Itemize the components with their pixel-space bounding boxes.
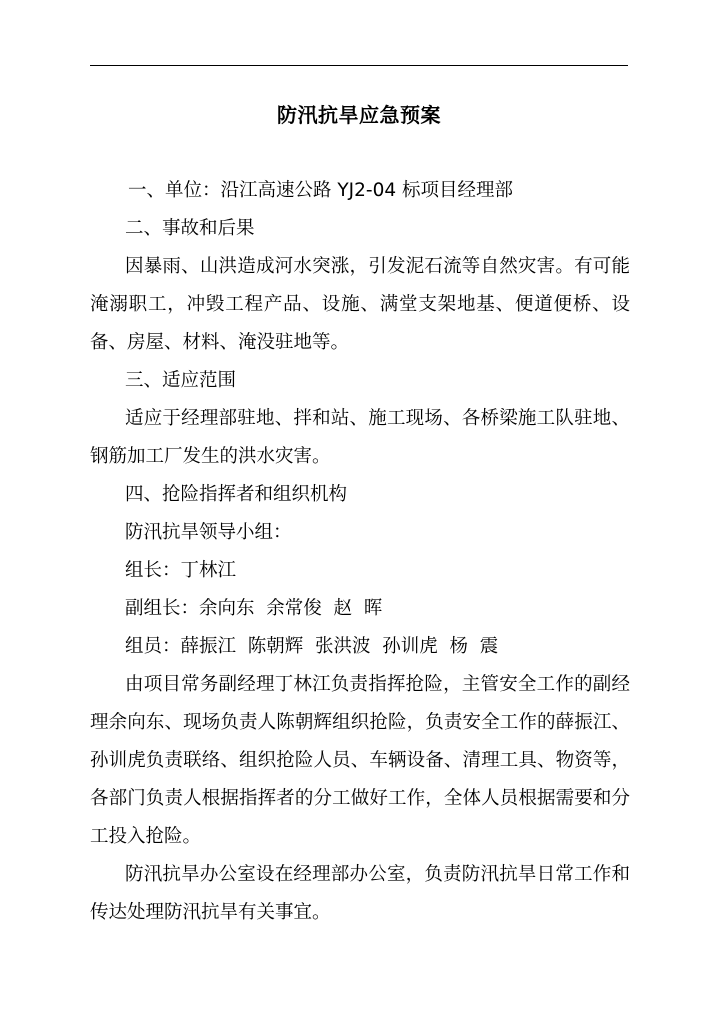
section-heading-organization: 四、抢险指挥者和组织机构 bbox=[125, 484, 348, 505]
group-leader: 组长：丁林江 bbox=[125, 560, 237, 581]
section-heading-scope: 三、适应范围 bbox=[125, 370, 237, 391]
section-unit: 一、单位：沿江高速公路 YJ2-04 标项目经理部 bbox=[128, 180, 514, 201]
paragraph-office: 防汛抗旱办公室设在经理部办公室，负责防汛抗旱日常工作和传达处理防汛抗旱有关事宜。 bbox=[90, 864, 630, 923]
paragraph-scope: 适应于经理部驻地、拌和站、施工现场、各桥梁施工队驻地、钢筋加工厂发生的洪水灾害。 bbox=[90, 408, 630, 467]
document-body bbox=[90, 172, 630, 932]
leadership-group-label: 防汛抗旱领导小组： bbox=[125, 522, 292, 543]
document-title: 防汛抗旱应急预案 bbox=[277, 103, 441, 127]
paragraph-responsibilities: 由项目常务副经理丁林江负责指挥抢险，主管安全工作的副经理余向东、现场负责人陈朝辉组织抢险，负责安全工作的薛振江、孙训虎负责联络、组织抢险人员、车辆设备、清理工具、物资等，各部门负责人根据指挥者的分工做好工作，全体人员根据需要和分工投入抢险。 bbox=[90, 674, 630, 847]
section-heading-consequences: 二、事故和后果 bbox=[125, 218, 255, 239]
deputy-group-leaders: 副组长：余向东 余常俊 赵 晖 bbox=[125, 598, 383, 619]
group-members: 组员：薛振江 陈朝辉 张洪波 孙训虎 杨 震 bbox=[125, 636, 499, 657]
paragraph-consequences: 因暴雨、山洪造成河水突涨，引发泥石流等自然灾害。有可能淹溺职工，冲毁工程产品、设施、满堂支架地基、便道便桥、设备、房屋、材料、淹没驻地等。 bbox=[90, 256, 630, 353]
header-rule bbox=[90, 65, 628, 66]
